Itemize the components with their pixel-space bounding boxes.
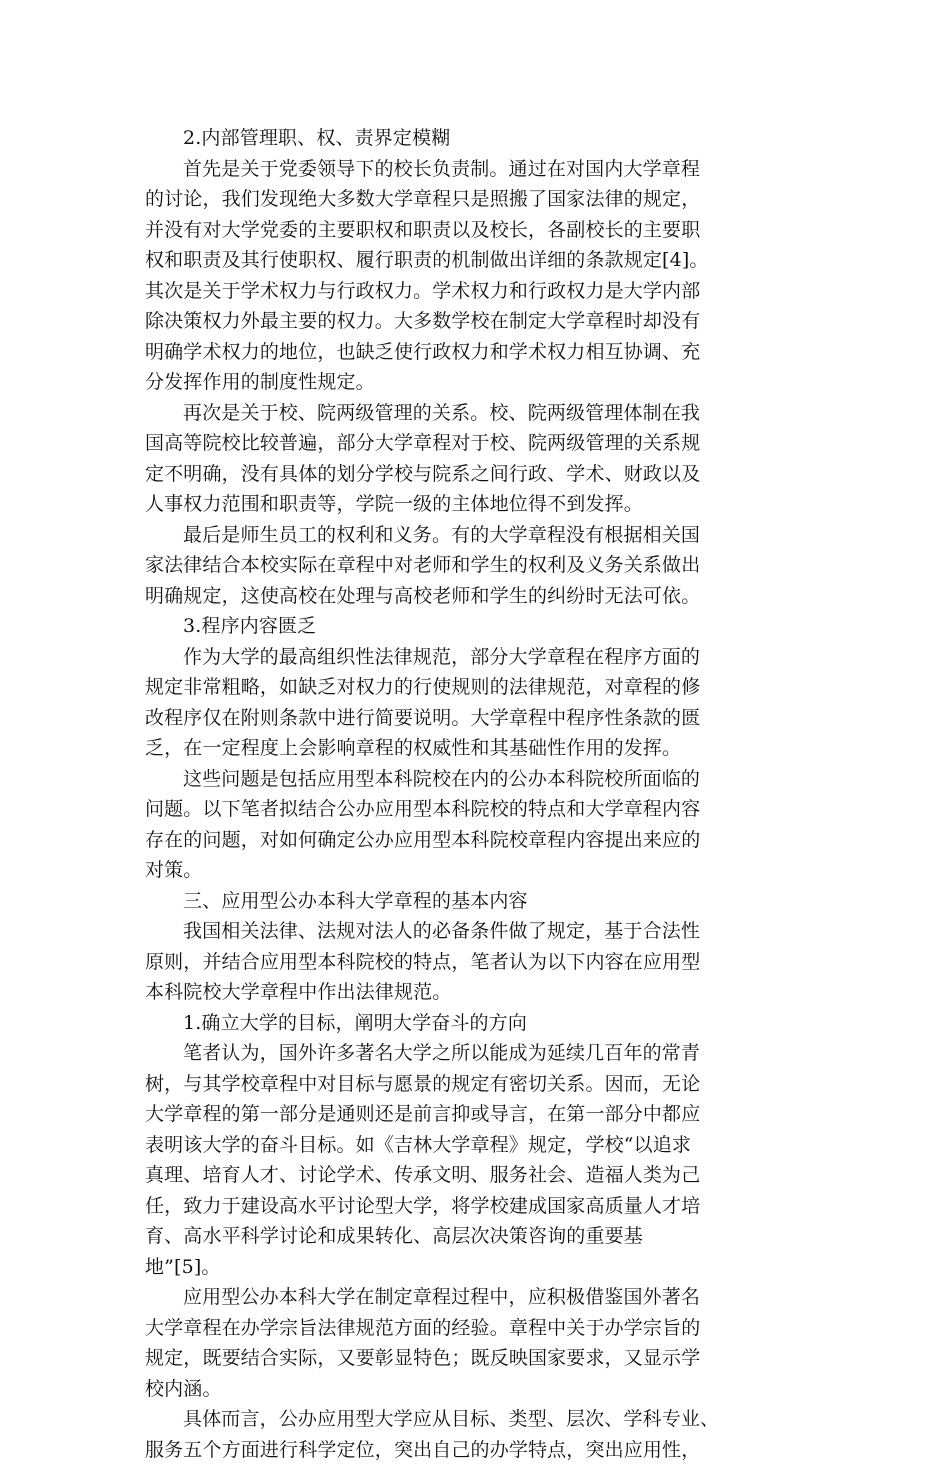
text-line: 权和职责及其行使职权、履行职责的机制做出详细的条款规定[4]。 (145, 245, 807, 276)
text-line: 树，与其学校章程中对目标与愿景的规定有密切关系。因而，无论 (145, 1069, 807, 1100)
paragraph (145, 520, 807, 612)
text-line: 存在的问题，对如何确定公办应用型本科院校章程内容提出来应的 (145, 825, 807, 856)
text-line: 定不明确，没有具体的划分学校与院系之间行政、学术、财政以及 (145, 459, 807, 490)
text-line: 我国相关法律、法规对法人的必备条件做了规定，基于合法性 (145, 916, 807, 947)
text-line: 对策。 (145, 855, 807, 886)
text-line: 的讨论，我们发现绝大多数大学章程只是照搬了国家法律的规定， (145, 184, 807, 215)
text-line: 1.确立大学的目标，阐明大学奋斗的方向 (145, 1008, 807, 1039)
paragraph (145, 886, 807, 917)
text-line: 问题。以下笔者拟结合公办应用型本科院校的特点和大学章程内容 (145, 794, 807, 825)
paragraph (145, 123, 807, 154)
text-line: 具体而言，公办应用型大学应从目标、类型、层次、学科专业、 (145, 1404, 807, 1435)
text-line: 大学章程的第一部分是通则还是前言抑或导言，在第一部分中都应 (145, 1099, 807, 1130)
paragraph (145, 154, 807, 398)
text-line: 乏，在一定程度上会影响章程的权威性和其基础性作用的发挥。 (145, 733, 807, 764)
paragraph (145, 1008, 807, 1039)
text-line: 地”[5]。 (145, 1252, 807, 1283)
text-line: 2.内部管理职、权、责界定模糊 (145, 123, 807, 154)
text-line: 真理、培育人才、讨论学术、传承文明、服务社会、造福人类为己 (145, 1160, 807, 1191)
text-line: 分发挥作用的制度性规定。 (145, 367, 807, 398)
paragraph (145, 916, 807, 1008)
text-line: 应用型公办本科大学在制定章程过程中，应积极借鉴国外著名 (145, 1282, 807, 1313)
paragraph (145, 1282, 807, 1404)
text-line: 除决策权力外最主要的权力。大多数学校在制定大学章程时却没有 (145, 306, 807, 337)
text-line: 任，致力于建设高水平讨论型大学，将学校建成国家高质量人才培 (145, 1191, 807, 1222)
paragraph (145, 611, 807, 642)
text-line: 表明该大学的奋斗目标。如《吉林大学章程》规定，学校“以追求 (145, 1130, 807, 1161)
paragraph (145, 764, 807, 886)
text-line: 首先是关于党委领导下的校长负责制。通过在对国内大学章程 (145, 154, 807, 185)
text-line: 人事权力范围和职责等，学院一级的主体地位得不到发挥。 (145, 489, 807, 520)
text-line: 明确规定，这使高校在处理与高校老师和学生的纠纷时无法可依。 (145, 581, 807, 612)
text-line: 这些问题是包括应用型本科院校在内的公办本科院校所面临的 (145, 764, 807, 795)
text-line: 本科院校大学章程中作出法律规范。 (145, 977, 807, 1008)
text-line: 国高等院校比较普遍，部分大学章程对于校、院两级管理的关系规 (145, 428, 807, 459)
paragraph (145, 398, 807, 520)
text-line: 改程序仅在附则条款中进行简要说明。大学章程中程序性条款的匮 (145, 703, 807, 734)
text-line: 笔者认为，国外许多著名大学之所以能成为延续几百年的常青 (145, 1038, 807, 1069)
text-line: 3.程序内容匮乏 (145, 611, 807, 642)
document-body (145, 123, 807, 1465)
text-line: 育、高水平科学讨论和成果转化、高层次决策咨询的重要基 (145, 1221, 807, 1252)
text-line: 原则，并结合应用型本科院校的特点，笔者认为以下内容在应用型 (145, 947, 807, 978)
text-line: 规定非常粗略，如缺乏对权力的行使规则的法律规范，对章程的修 (145, 672, 807, 703)
text-line: 其次是关于学术权力与行政权力。学术权力和行政权力是大学内部 (145, 276, 807, 307)
text-line: 作为大学的最高组织性法律规范，部分大学章程在程序方面的 (145, 642, 807, 673)
text-line: 三、应用型公办本科大学章程的基本内容 (145, 886, 807, 917)
text-line: 家法律结合本校实际在章程中对老师和学生的权利及义务关系做出 (145, 550, 807, 581)
text-line: 再次是关于校、院两级管理的关系。校、院两级管理体制在我 (145, 398, 807, 429)
text-line: 最后是师生员工的权利和义务。有的大学章程没有根据相关国 (145, 520, 807, 551)
text-line: 明确学术权力的地位，也缺乏使行政权力和学术权力相互协调、充 (145, 337, 807, 368)
paragraph (145, 1404, 807, 1465)
text-line: 服务五个方面进行科学定位，突出自己的办学特点，突出应用性， (145, 1435, 807, 1465)
text-line: 规定，既要结合实际，又要彰显特色；既反映国家要求，又显示学 (145, 1343, 807, 1374)
paragraph (145, 642, 807, 764)
text-line: 校内涵。 (145, 1374, 807, 1405)
paragraph (145, 1038, 807, 1282)
text-line: 大学章程在办学宗旨法律规范方面的经验。章程中关于办学宗旨的 (145, 1313, 807, 1344)
text-line: 并没有对大学党委的主要职权和职责以及校长，各副校长的主要职 (145, 215, 807, 246)
